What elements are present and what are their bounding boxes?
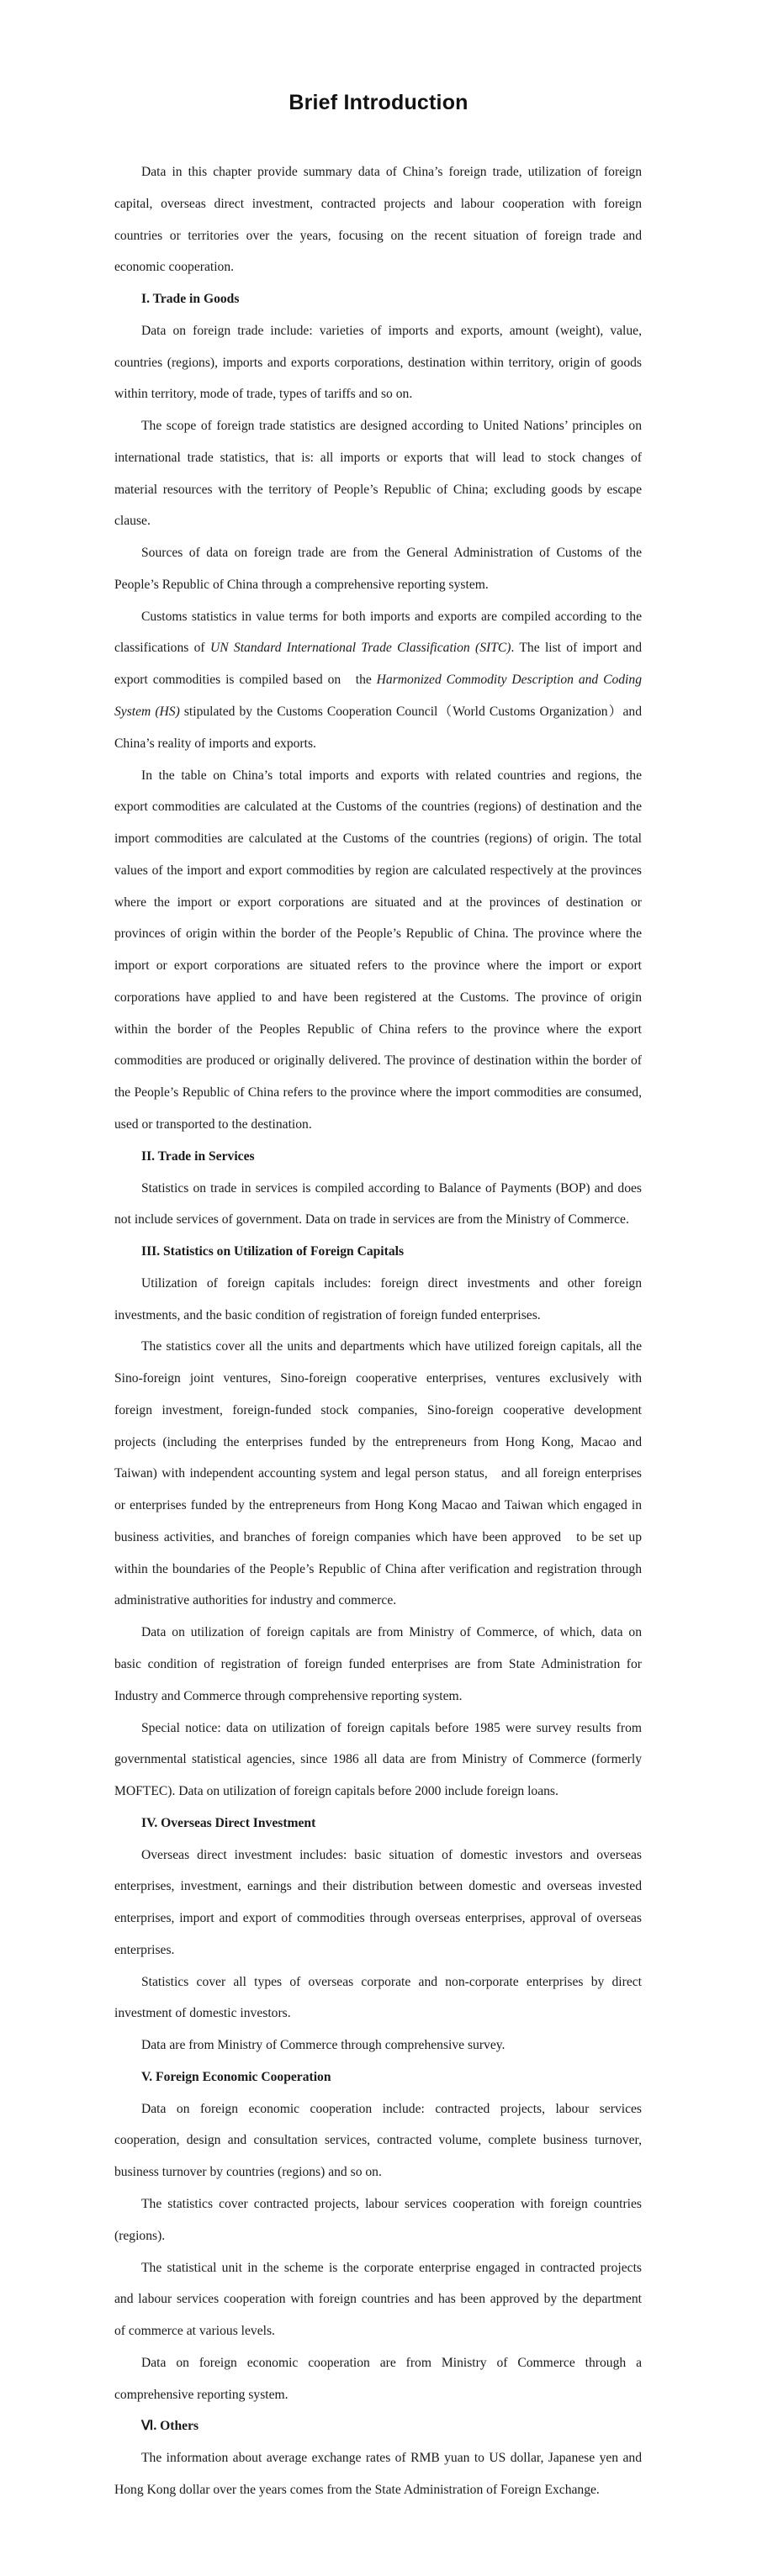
section [114, 1808, 642, 2061]
paragraph [114, 315, 642, 410]
document-body [114, 156, 642, 2506]
text-line: Taiwan) with independent accounting system and legal person status, and all foreign enterprises [114, 1466, 642, 1481]
text-line: enterprises. [114, 1942, 175, 1957]
paragraph [114, 2093, 642, 2188]
text-line: material resources with the territory of People’s Republic of China; excluding goods by escape [114, 482, 642, 497]
text-line: commodities are produced or originally delivered. The province of destination within the border of [114, 1053, 642, 1069]
paragraph [114, 1713, 642, 1808]
paragraph [114, 2188, 642, 2252]
text-line: China’s reality of imports and exports. [114, 736, 316, 751]
text-line: Special notice: data on utilization of foreign capitals before 1985 were survey results from [141, 1720, 642, 1735]
text-line: economic cooperation. [114, 260, 235, 275]
text-line: The statistical unit in the scheme is the corporate enterprise engaged in contracted projects [141, 2260, 642, 2275]
paragraph [114, 760, 642, 1141]
section-heading: III. Statistics on Utilization of Foreign Capitals [141, 1244, 405, 1259]
paragraph [114, 2442, 642, 2506]
text-line: Data on foreign economic cooperation are from Ministry of Commerce through a [141, 2355, 642, 2370]
text-line: projects (including the enterprises funded by the entrepreneurs from Hong Kong, Macao and [114, 1434, 642, 1449]
text-line: basic condition of registration of foreign funded enterprises are from State Administration for [114, 1656, 642, 1671]
text-line: within territory, mode of trade, types of tariffs and so on. [114, 387, 413, 402]
paragraph [114, 2252, 642, 2347]
text-line: Overseas direct investment includes: basic situation of domestic investors and overseas [141, 1847, 642, 1862]
text-line: used or transported to the destination. [114, 1116, 312, 1132]
text-line: export commodities is compiled based on the Harmonized Commodity Description and Coding [114, 673, 642, 688]
text-line: or enterprises funded by the entrepreneurs from Hong Kong Macao and Taiwan which engaged in [114, 1498, 642, 1513]
paragraph [114, 1840, 642, 1966]
text-line: MOFTEC). Data on utilization of foreign capitals before 2000 include foreign loans. [114, 1784, 558, 1799]
text-line: within the boundaries of the People’s Republic of China after verification and registration through [114, 1561, 642, 1576]
text-line: provinces of origin within the border of the People’s Republic of China. The province where the [114, 926, 642, 942]
text-line: of commerce at various levels. [114, 2324, 275, 2339]
section-heading: IV. Overseas Direct Investment [141, 1815, 316, 1830]
text-line: Statistics on trade in services is compiled according to Balance of Payments (BOP) and does [141, 1180, 642, 1196]
section [114, 1141, 642, 1236]
text-line: cooperation, design and consultation services, contracted volume, complete business turnover, [114, 2133, 642, 2148]
text-line: Customs statistics in value terms for both imports and exports are compiled according to the [141, 609, 642, 624]
text-line: Hong Kong dollar over the years comes from the State Administration of Foreign Exchange. [114, 2482, 600, 2497]
paragraph [114, 601, 642, 760]
text-line: not include services of government. Data on trade in services are from the Ministry of Commerce. [114, 1212, 629, 1227]
paragraph [114, 1268, 642, 1332]
text-line: Industry and Commerce through comprehensive reporting system. [114, 1688, 463, 1703]
text-line: within the border of the Peoples Republic of China refers to the province where the export [114, 1021, 642, 1037]
text-line: Statistics cover all types of overseas corporate and non-corporate enterprises by direct [141, 1974, 642, 1989]
text-line: Data on utilization of foreign capitals are from Ministry of Commerce, of which, data on [141, 1625, 642, 1640]
text-line: classifications of UN Standard International Trade Classification (SITC). The list of import and [114, 641, 642, 656]
section-heading: II. Trade in Services [141, 1148, 255, 1164]
section-heading: Ⅵ. Others [141, 2419, 199, 2434]
text-line: administrative authorities for industry and commerce. [114, 1593, 397, 1608]
text-line: The information about average exchange rates of RMB yuan to US dollar, Japanese yen and [141, 2451, 642, 2466]
text-line: international trade statistics, that is: all imports or exports that will lead to stock changes of [114, 450, 642, 465]
text-line: countries or territories over the years, focusing on the recent situation of foreign trade and [114, 228, 642, 243]
text-line: Data are from Ministry of Commerce through comprehensive survey. [141, 2038, 506, 2053]
text-line: business turnover by countries (regions) and so on. [114, 2165, 382, 2180]
text-line: corporations have applied to and have been registered at the Customs. The province of origin [114, 990, 642, 1005]
text-line: In the table on China’s total imports and exports with related countries and regions, the [141, 768, 642, 783]
text-line: foreign investment, foreign-funded stock companies, Sino-foreign cooperative development [114, 1402, 642, 1417]
text-line: the People’s Republic of China refers to the province where the import commodities are consumed, [114, 1085, 642, 1101]
text-line: Utilization of foreign capitals includes: foreign direct investments and other foreign [141, 1275, 642, 1291]
section [114, 2061, 642, 2410]
text-line: investments, and the basic condition of registration of foreign funded enterprises. [114, 1307, 541, 1322]
text-line: import commodities are calculated at the Customs of the countries (regions) of origin. The total [114, 831, 642, 847]
text-line: values of the import and export commodities by region are calculated respectively at the provinces [114, 863, 642, 878]
section [114, 283, 642, 1141]
section-heading: I. Trade in Goods [141, 292, 240, 307]
text-line: The statistics cover contracted projects, labour services cooperation with foreign countries [141, 2197, 642, 2211]
text-line: governmental statistical agencies, since 1986 all data are from Ministry of Commerce (formerly [114, 1752, 642, 1767]
text-line: System (HS) stipulated by the Customs Cooperation Council（World Customs Organization）and [114, 705, 642, 720]
section [114, 156, 642, 283]
paragraph [114, 2030, 642, 2061]
text-line: capital, overseas direct investment, contracted projects and labour cooperation with foreign [114, 196, 642, 211]
text-line: investment of domestic investors. [114, 2006, 291, 2021]
text-line: and labour services cooperation with foreign countries and has been approved by the department [114, 2292, 642, 2307]
text-line: The scope of foreign trade statistics are designed according to United Nations’ principles on [141, 419, 642, 434]
text-line: countries (regions), imports and exports corporations, destination within territory, origin of goods [114, 355, 642, 370]
text-line: Sources of data on foreign trade are from the General Administration of Customs of the [141, 546, 642, 561]
text-line: enterprises, import and export of commodities through overseas enterprises, approval of overseas [114, 1911, 642, 1926]
text-line: The statistics cover all the units and departments which have utilized foreign capitals, all the [141, 1339, 642, 1354]
paragraph [114, 410, 642, 537]
section [114, 1236, 642, 1808]
text-line: Data in this chapter provide summary data of China’s foreign trade, utilization of foreign [141, 165, 642, 179]
page-title: Brief Introduction [289, 91, 468, 114]
text-line: People’s Republic of China through a comprehensive reporting system. [114, 577, 489, 592]
paragraph [114, 1331, 642, 1617]
text-line: Data on foreign economic cooperation include: contracted projects, labour services [141, 2101, 642, 2116]
text-line: (regions). [114, 2228, 166, 2243]
text-line: comprehensive reporting system. [114, 2387, 289, 2402]
paragraph [114, 1617, 642, 1712]
paragraph [114, 1966, 642, 2030]
text-line: where the import or export corporations are situated and at the provinces of destination or [114, 895, 642, 910]
text-line: export commodities are calculated at the Customs of the countries (regions) of destination and the [114, 800, 642, 815]
paragraph [114, 156, 642, 283]
text-line: Sino-foreign joint ventures, Sino-foreign cooperative enterprises, ventures exclusively with [114, 1371, 642, 1386]
text-line: enterprises, investment, earnings and their distribution between domestic and overseas invested [114, 1879, 642, 1894]
text-line: import or export corporations are situated refers to the province where the import or export [114, 958, 642, 974]
paragraph [114, 537, 642, 601]
text-line: business activities, and branches of foreign companies which have been approved to be set up [114, 1529, 642, 1544]
section-heading: V. Foreign Economic Cooperation [141, 2069, 331, 2084]
paragraph [114, 2347, 642, 2411]
text-line: Data on foreign trade include: varieties of imports and exports, amount (weight), value, [141, 323, 642, 338]
section [114, 2410, 642, 2505]
paragraph [114, 1173, 642, 1237]
text-line: clause. [114, 514, 151, 529]
